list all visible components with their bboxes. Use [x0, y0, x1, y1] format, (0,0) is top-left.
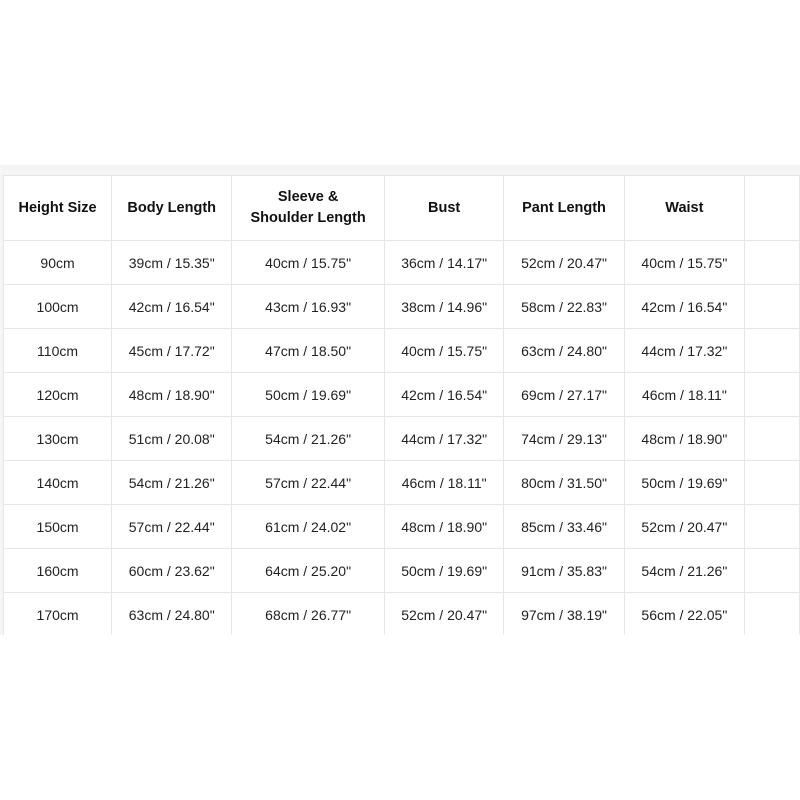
cell-cut-off — [745, 285, 800, 329]
cell-body-length: 42cm / 16.54" — [112, 285, 232, 329]
cell-bust: 36cm / 14.17" — [384, 241, 504, 285]
cell-body-length: 45cm / 17.72" — [112, 329, 232, 373]
header-bust: Bust — [384, 176, 504, 241]
cell-bust: 48cm / 18.90" — [384, 505, 504, 549]
cell-bust: 46cm / 18.11" — [384, 461, 504, 505]
cell-height-size: 130cm — [4, 417, 112, 461]
table-row — [4, 593, 800, 636]
cell-sleeve-shoulder-length: 50cm / 19.69" — [232, 373, 385, 417]
header-body-length: Body Length — [112, 176, 232, 241]
table-row — [4, 241, 800, 285]
header-waist: Waist — [624, 176, 744, 241]
cell-pant-length: 58cm / 22.83" — [504, 285, 624, 329]
cell-body-length: 60cm / 23.62" — [112, 549, 232, 593]
cell-body-length: 48cm / 18.90" — [112, 373, 232, 417]
size-chart-table — [3, 175, 800, 635]
cell-height-size: 120cm — [4, 373, 112, 417]
cell-height-size: 140cm — [4, 461, 112, 505]
cell-pant-length: 80cm / 31.50" — [504, 461, 624, 505]
cell-body-length: 51cm / 20.08" — [112, 417, 232, 461]
cell-bust: 38cm / 14.96" — [384, 285, 504, 329]
cell-sleeve-shoulder-length: 57cm / 22.44" — [232, 461, 385, 505]
cell-body-length: 39cm / 15.35" — [112, 241, 232, 285]
table-row — [4, 329, 800, 373]
cell-waist: 52cm / 20.47" — [624, 505, 744, 549]
cell-sleeve-shoulder-length: 64cm / 25.20" — [232, 549, 385, 593]
cell-pant-length: 52cm / 20.47" — [504, 241, 624, 285]
cell-height-size: 110cm — [4, 329, 112, 373]
cell-waist: 54cm / 21.26" — [624, 549, 744, 593]
cell-sleeve-shoulder-length: 61cm / 24.02" — [232, 505, 385, 549]
header-sleeve-shoulder-length: Sleeve & Shoulder Length — [232, 176, 385, 241]
header-height-size: Height Size — [4, 176, 112, 241]
table-row — [4, 373, 800, 417]
cell-body-length: 57cm / 22.44" — [112, 505, 232, 549]
cell-waist: 50cm / 19.69" — [624, 461, 744, 505]
cell-bust: 44cm / 17.32" — [384, 417, 504, 461]
cell-cut-off — [745, 461, 800, 505]
cell-waist: 40cm / 15.75" — [624, 241, 744, 285]
cell-cut-off — [745, 373, 800, 417]
table-row — [4, 505, 800, 549]
cell-body-length: 63cm / 24.80" — [112, 593, 232, 636]
cell-pant-length: 63cm / 24.80" — [504, 329, 624, 373]
table-row — [4, 285, 800, 329]
cell-cut-off — [745, 505, 800, 549]
cell-height-size: 160cm — [4, 549, 112, 593]
table-row — [4, 461, 800, 505]
cell-pant-length: 85cm / 33.46" — [504, 505, 624, 549]
table-row — [4, 417, 800, 461]
cell-pant-length: 97cm / 38.19" — [504, 593, 624, 636]
cell-waist: 42cm / 16.54" — [624, 285, 744, 329]
cell-height-size: 150cm — [4, 505, 112, 549]
cell-waist: 48cm / 18.90" — [624, 417, 744, 461]
cell-cut-off — [745, 329, 800, 373]
cell-sleeve-shoulder-length: 40cm / 15.75" — [232, 241, 385, 285]
cell-bust: 50cm / 19.69" — [384, 549, 504, 593]
cell-sleeve-shoulder-length: 68cm / 26.77" — [232, 593, 385, 636]
size-chart-container — [0, 165, 800, 635]
cell-cut-off — [745, 417, 800, 461]
cell-sleeve-shoulder-length: 47cm / 18.50" — [232, 329, 385, 373]
cell-pant-length: 91cm / 35.83" — [504, 549, 624, 593]
cell-body-length: 54cm / 21.26" — [112, 461, 232, 505]
cell-height-size: 100cm — [4, 285, 112, 329]
cell-sleeve-shoulder-length: 43cm / 16.93" — [232, 285, 385, 329]
header-pant-length: Pant Length — [504, 176, 624, 241]
cell-bust: 40cm / 15.75" — [384, 329, 504, 373]
header-row — [4, 176, 800, 241]
cell-waist: 46cm / 18.11" — [624, 373, 744, 417]
cell-pant-length: 74cm / 29.13" — [504, 417, 624, 461]
table-row — [4, 549, 800, 593]
header-cut-off — [745, 176, 800, 241]
cell-pant-length: 69cm / 27.17" — [504, 373, 624, 417]
cell-waist: 56cm / 22.05" — [624, 593, 744, 636]
cell-height-size: 170cm — [4, 593, 112, 636]
cell-waist: 44cm / 17.32" — [624, 329, 744, 373]
cell-cut-off — [745, 241, 800, 285]
cell-bust: 42cm / 16.54" — [384, 373, 504, 417]
cell-height-size: 90cm — [4, 241, 112, 285]
cell-cut-off — [745, 549, 800, 593]
cell-sleeve-shoulder-length: 54cm / 21.26" — [232, 417, 385, 461]
cell-bust: 52cm / 20.47" — [384, 593, 504, 636]
cell-cut-off — [745, 593, 800, 636]
